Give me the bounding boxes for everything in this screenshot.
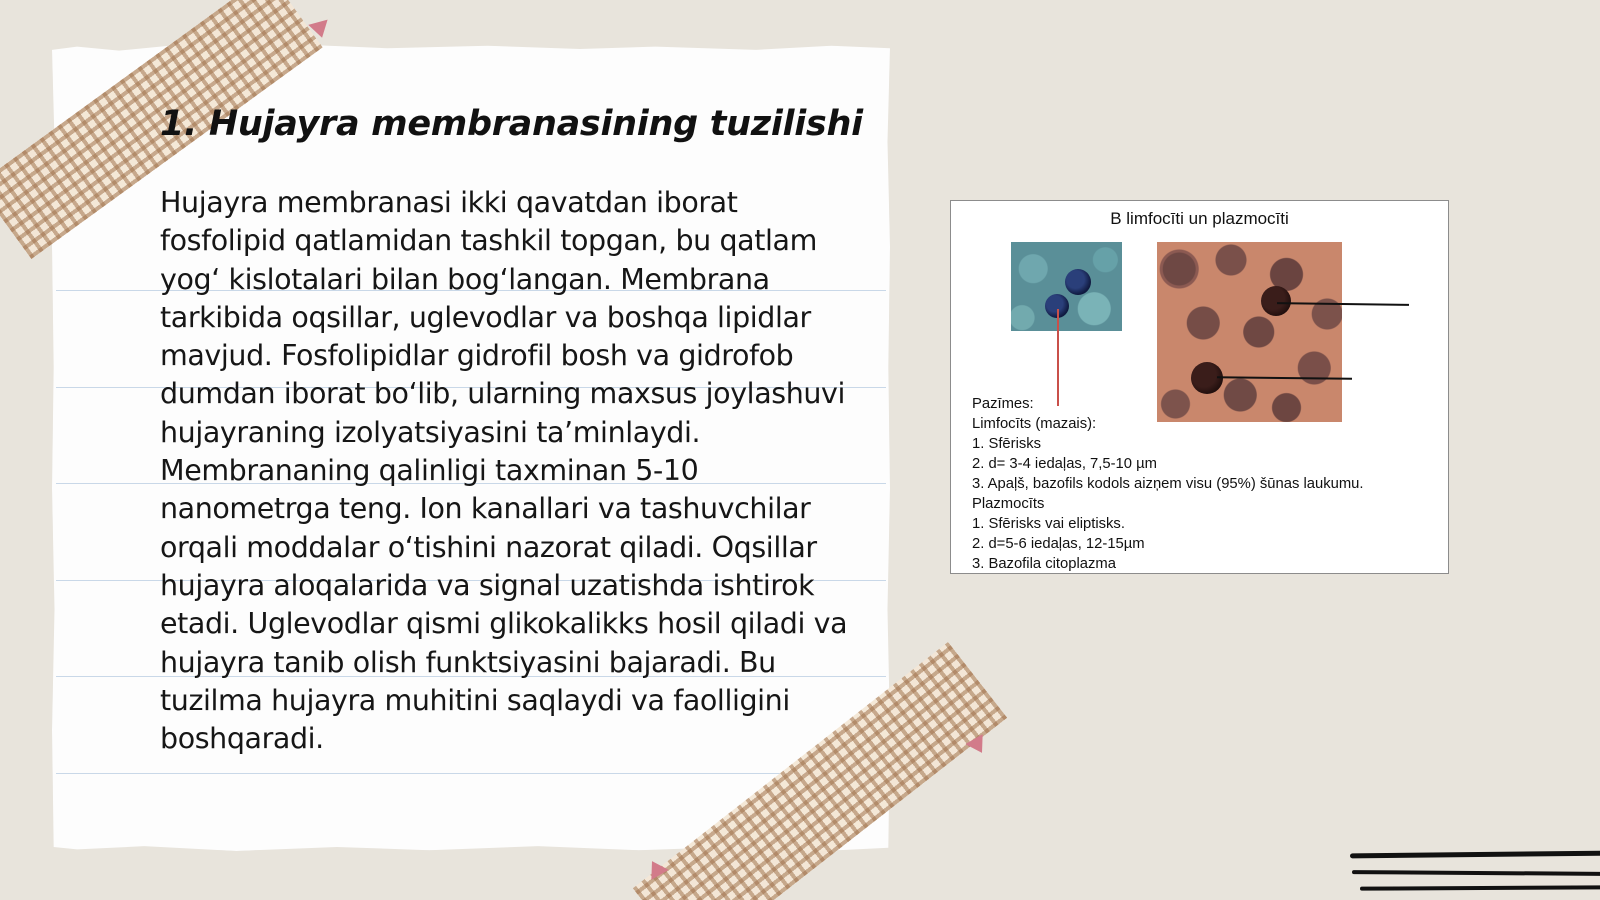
- figure-title: B limfocīti un plazmocīti: [1110, 209, 1289, 228]
- figure-text-line: 3. Apaļš, bazofils kodols aizņem visu (95%) šūnas laukumu.: [972, 476, 1364, 492]
- paper-rule-line: [56, 773, 886, 774]
- brush-stroke-icon: [1360, 885, 1600, 890]
- micrograph-figure: [950, 200, 1449, 574]
- lymphocyte-micrograph: [1011, 242, 1122, 331]
- figure-text-line: Pazīmes:: [972, 396, 1034, 412]
- slide-title: 1. Hujayra membranasining tuzilishi: [160, 104, 863, 144]
- figure-text-line: 1. Sfērisks: [972, 436, 1042, 452]
- figure-text-list: [972, 394, 1364, 574]
- figure-text-line: Plazmocīts: [972, 496, 1045, 512]
- figure-text-line: 2. d=5-6 iedaļas, 12-15µm: [972, 536, 1145, 552]
- slide-body-text: Hujayra membranasi ikki qavatdan iborat fosfolipid qatlamidan tashkil topgan, bu qatlam yog‘ kislotalari bilan bog‘langan. Membrana tarkibida oqsillar, uglevodlar va boshqa lipidlar mavjud. Fosfolipidlar gidrofil bosh va gidrofob dumdan iborat bo‘lib, ularning maxsus joylashuvi hujayraning izolyatsiyasini ta’minlaydi. Membrananing qalinligi taxminan 5-10 nanometrga teng. Ion kanallari va tashuvchilar orqali moddalar o‘tishini nazorat qiladi. Oqsillar hujayra aloqalarida va signal uzatishda ishtirok etadi. Uglevodlar qismi glikokalikks hosil qiladi va hujayra tanib olish funktsiyasini bajaradi. Bu tuzilma hujayra muhitini saqlaydi va faolligini boshqaradi.: [160, 186, 848, 756]
- figure-text-line: 3. Bazofila citoplazma: [972, 556, 1116, 572]
- cell-nucleus: [1261, 286, 1291, 316]
- brush-stroke-icon: [1350, 851, 1600, 859]
- figure-text-line: 2. d= 3-4 iedaļas, 7,5-10 µm: [972, 456, 1157, 472]
- figure-text-line: Limfocīts (mazais):: [972, 416, 1097, 432]
- pointer-line: [1057, 309, 1059, 406]
- figure-text-line: 1. Sfērisks vai eliptisks.: [972, 516, 1125, 532]
- pin-icon: [308, 20, 331, 41]
- brush-stroke-icon: [1352, 870, 1600, 876]
- cell-nucleus: [1065, 269, 1091, 295]
